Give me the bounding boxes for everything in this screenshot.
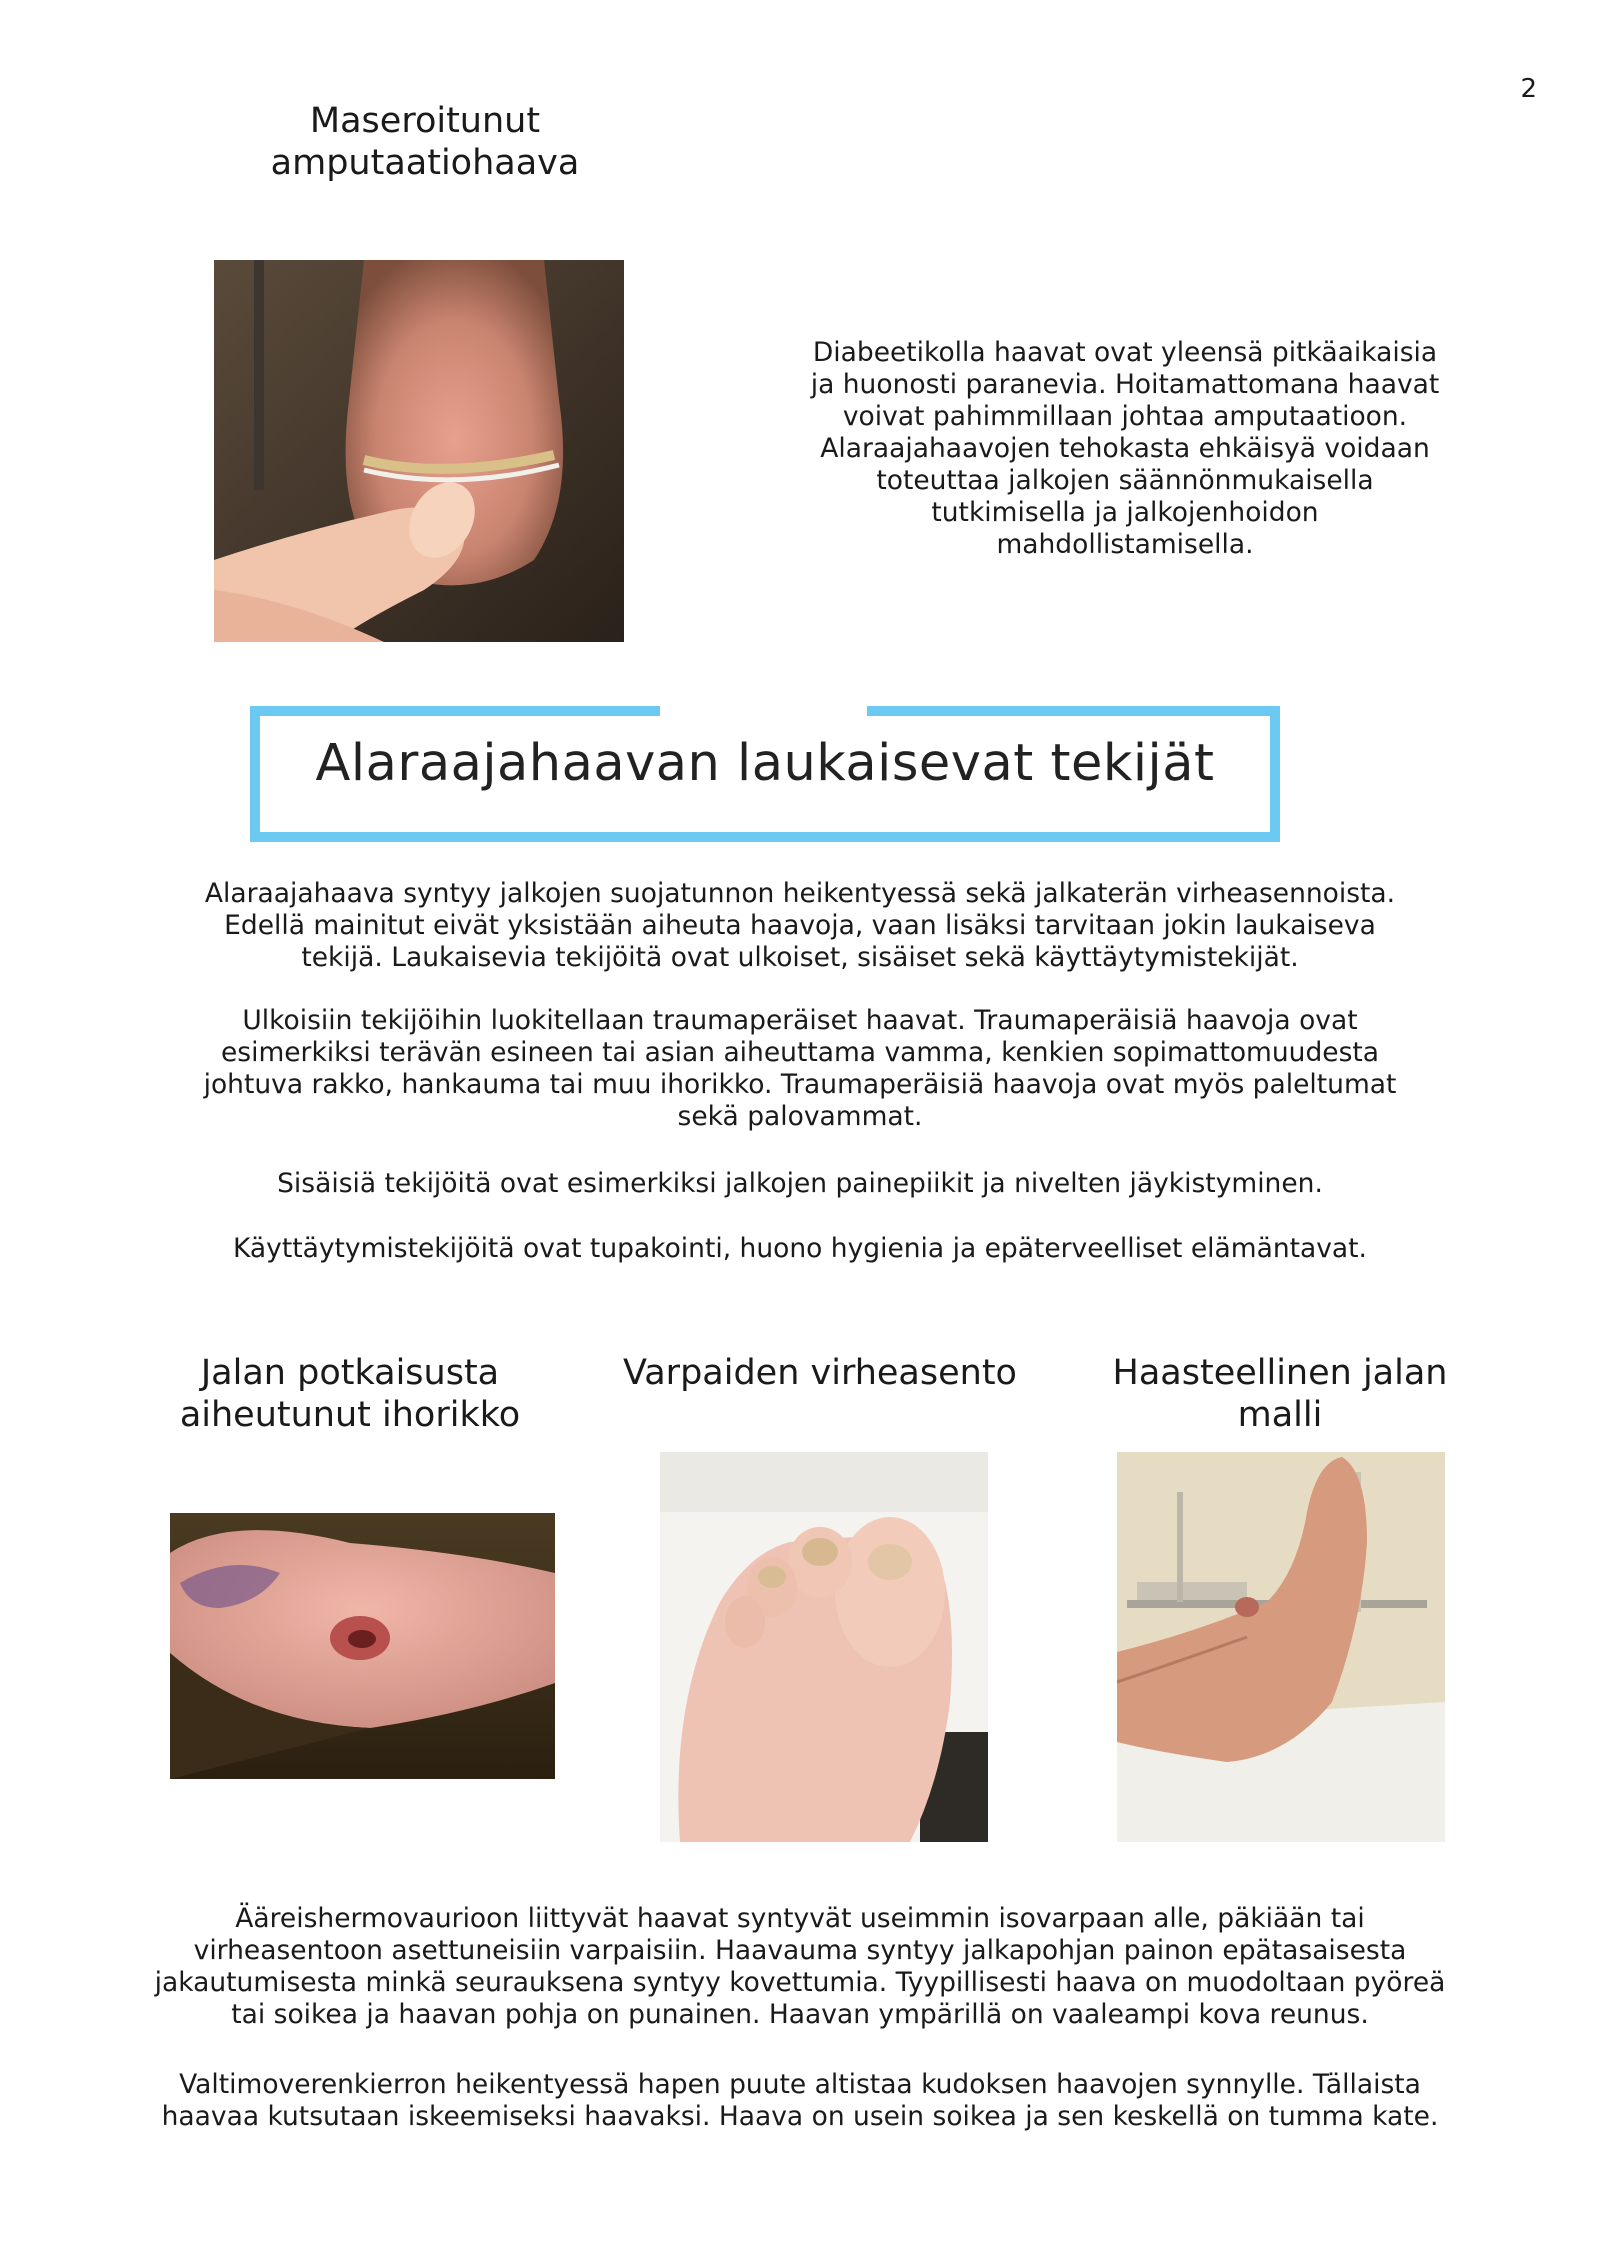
intro-line: Diabeetikolla haavat ovat yleensä pitkäaikaisia: [812, 337, 1438, 368]
text-line: sekä palovammat.: [677, 1101, 923, 1132]
foot-shape-photo: [1117, 1452, 1445, 1842]
text-line: Edellä mainitut eivät yksistään aiheuta haavoja, vaan lisäksi tarvitaan jokin laukaiseva: [224, 910, 1376, 941]
intro-line: mahdollistamisella.: [996, 529, 1254, 560]
intro-line: voivat pahimmillaan johtaa amputaatioon.: [842, 401, 1408, 432]
kick-wound-image: [170, 1513, 555, 1779]
paragraph-behavior-factors: [100, 1233, 1500, 1265]
toe-deformity-photo: [660, 1452, 988, 1842]
text-line: johtuva rakko, hankauma tai muu ihorikko. Traumaperäisiä haavoja ovat myös paleltumat: [203, 1069, 1397, 1100]
caption-line: Maseroitunut: [309, 101, 541, 141]
intro-line: tutkimisella ja jalkojenhoidon: [931, 497, 1319, 528]
caption-line: malli: [1237, 1395, 1323, 1435]
paragraph-ischemic-wounds: [80, 2069, 1520, 2133]
text-line: virheasentoon asettuneisiin varpaisiin. Haavauma syntyy jalkapohjan painon epätasaisesta: [193, 1935, 1407, 1966]
intro-line: ja huonosti paranevia. Hoitamattomana haavat: [810, 369, 1440, 400]
paragraph-external-factors: [100, 1005, 1500, 1133]
text-line: jakautumisesta minkä seurauksena syntyy kovettumia. Tyypillisesti haava on muodoltaan pyöreä: [154, 1967, 1446, 1998]
intro-paragraph: [745, 337, 1505, 561]
text-line: Ulkoisiin tekijöihin luokitellaan traumaperäiset haavat. Traumaperäisiä haavoja ovat: [242, 1005, 1358, 1036]
amputation-wound-image: [214, 260, 624, 642]
heading-frame-gap: [660, 700, 867, 722]
paragraph-neuropathic-wounds: [80, 1903, 1520, 2031]
text-line: tai soikea ja haavan pohja on punainen. Haavan ympärillä on vaaleampi kova reunus.: [231, 1999, 1369, 2030]
text-line: esimerkiksi terävän esineen tai asian aiheuttama vamma, kenkien sopimattomuudesta: [220, 1037, 1380, 1068]
text-line: Alaraajahaava syntyy jalkojen suojatunnon heikentyessä sekä jalkaterän virheasennoista.: [204, 878, 1396, 909]
foot-shape-image: [1117, 1452, 1445, 1842]
section-heading: Alaraajahaavan laukaisevat tekijät: [315, 734, 1215, 793]
paragraph-triggers: [100, 878, 1500, 974]
amputation-wound-photo: [214, 260, 624, 642]
text-line: Sisäisiä tekijöitä ovat esimerkiksi jalkojen painepiikit ja nivelten jäykistyminen.: [277, 1168, 1323, 1199]
kick-wound-photo: [170, 1513, 555, 1779]
caption-line: Haasteellinen jalan: [1112, 1353, 1448, 1393]
caption-line: Jalan potkaisusta: [200, 1353, 500, 1393]
text-line: Käyttäytymistekijöitä ovat tupakointi, huono hygienia ja epäterveelliset elämäntavat.: [233, 1233, 1367, 1264]
text-line: tekijä. Laukaisevia tekijöitä ovat ulkoiset, sisäiset sekä käyttäytymistekijät.: [301, 942, 1299, 973]
gallery-caption-foot-shape: [1090, 1352, 1470, 1436]
text-line: Ääreishermovaurioon liittyvät haavat syntyvät useimmin isovarpaan alle, päkiään tai: [235, 1903, 1365, 1934]
gallery-caption-kick-wound: [140, 1352, 560, 1436]
page-number: 2: [1520, 74, 1537, 104]
caption-line: Varpaiden virheasento: [623, 1353, 1017, 1393]
toe-deformity-image: [660, 1452, 988, 1842]
paragraph-internal-factors: [100, 1168, 1500, 1200]
intro-line: toteuttaa jalkojen säännönmukaisella: [876, 465, 1374, 496]
intro-line: Alaraajahaavojen tehokasta ehkäisyä voidaan: [820, 433, 1430, 464]
caption-line: aiheutunut ihorikko: [179, 1395, 521, 1435]
caption-line: amputaatiohaava: [270, 143, 580, 183]
gallery-caption-toe-deformity: [600, 1352, 1040, 1394]
photo-caption-amputation: [200, 100, 650, 184]
text-line: Valtimoverenkierron heikentyessä hapen puute altistaa kudoksen haavojen synnylle. Tällaista: [179, 2069, 1421, 2100]
text-line: haavaa kutsutaan iskeemiseksi haavaksi. Haava on usein soikea ja sen keskellä on tumma kate.: [161, 2101, 1439, 2132]
